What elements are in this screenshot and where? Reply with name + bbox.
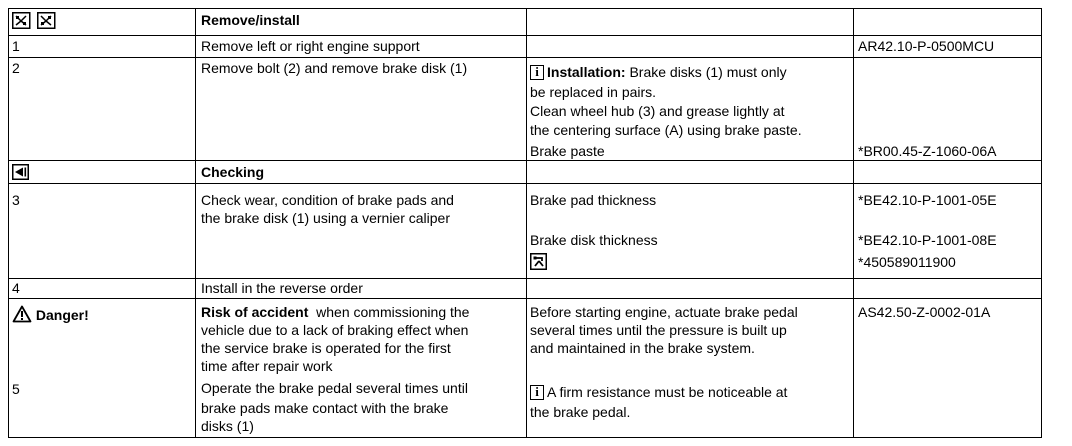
wrench-pair-icon: [12, 12, 56, 29]
danger-text: Danger!: [35, 307, 89, 323]
special-tool-glyph: [530, 253, 547, 270]
table-rule: [8, 8, 1042, 9]
special-tool-icon: [530, 253, 547, 274]
info-icon: [530, 385, 544, 400]
step-number: 5: [12, 381, 20, 397]
risk-statement: [201, 303, 469, 321]
precaution-line: and maintained in the brake system.: [530, 340, 755, 356]
table-rule: [8, 57, 1042, 58]
note-text: A firm resistance must be noticeable at: [547, 384, 788, 400]
precaution-line: Before starting engine, actuate brake pedal: [530, 304, 798, 320]
section-heading-checking: Checking: [201, 164, 265, 180]
consumable-label: Brake paste: [530, 143, 605, 159]
step-number: 4: [12, 280, 20, 296]
spec-label: Brake disk thickness: [530, 232, 658, 248]
risk-line: time after repair work: [201, 358, 333, 374]
note-line: the brake pedal.: [530, 404, 631, 420]
table-rule: [8, 35, 1042, 36]
tool-reference-link[interactable]: *450589011900: [858, 254, 956, 270]
step-instruction: Remove bolt (2) and remove brake disk (1): [201, 60, 468, 76]
step-instruction: the brake disk (1) using a vernier caliper: [201, 210, 451, 226]
risk-line: the service brake is operated for the first: [201, 340, 451, 356]
step-number: 2: [12, 60, 20, 76]
step-instruction: Install in the reverse order: [201, 280, 363, 296]
warning-triangle-icon: [12, 305, 32, 323]
step-number: 3: [12, 192, 20, 208]
step-number: 1: [12, 38, 20, 54]
note-label: Installation:: [547, 64, 626, 80]
table-rule: [1041, 8, 1042, 438]
danger-label: [12, 305, 89, 324]
document-reference-link[interactable]: *BE42.10-P-1001-05E: [858, 192, 997, 208]
procedure-table: [8, 8, 1042, 438]
step-instruction: Check wear, condition of brake pads and: [201, 192, 454, 208]
note-line: the centering surface (A) using brake paste.: [530, 122, 802, 138]
checking-icon: [12, 164, 29, 184]
risk-line: when commissioning the: [316, 304, 470, 320]
table-rule: [8, 278, 1042, 279]
section-heading-remove-install: Remove/install: [201, 12, 300, 28]
step-instruction: Operate the brake pedal several times until: [201, 380, 468, 396]
document-reference-link[interactable]: AR42.10-P-0500MCU: [858, 38, 995, 54]
checking-icon-glyph: [12, 164, 29, 180]
note-line: Brake disks (1) must only: [629, 64, 787, 80]
table-rule: [195, 8, 196, 438]
table-rule: [8, 8, 9, 438]
document-reference-link[interactable]: *BR00.45-Z-1060-06A: [858, 143, 997, 159]
document-reference-link[interactable]: *BE42.10-P-1001-08E: [858, 232, 997, 248]
note-line: [530, 383, 787, 401]
step-instruction: Remove left or right engine support: [201, 38, 420, 54]
table-rule: [8, 298, 1042, 299]
table-rule: [526, 8, 527, 438]
table-rule: [8, 183, 1042, 184]
installation-note: [530, 63, 787, 81]
document-reference-link[interactable]: AS42.50-Z-0002-01A: [858, 304, 991, 320]
step-instruction: brake pads make contact with the brake: [201, 400, 449, 416]
remove-install-icons: [12, 12, 56, 33]
info-icon: [530, 65, 544, 80]
step-instruction: disks (1): [201, 418, 254, 434]
spec-label: Brake pad thickness: [530, 192, 657, 208]
note-line: be replaced in pairs.: [530, 84, 657, 100]
risk-line: vehicle due to a lack of braking effect when: [201, 322, 469, 338]
risk-label: Risk of accident: [201, 304, 309, 320]
note-line: Clean wheel hub (3) and grease lightly at: [530, 103, 785, 119]
table-rule: [853, 8, 854, 438]
table-rule: [8, 437, 1042, 438]
precaution-line: several times until the pressure is built up: [530, 322, 787, 338]
table-rule: [8, 160, 1042, 161]
